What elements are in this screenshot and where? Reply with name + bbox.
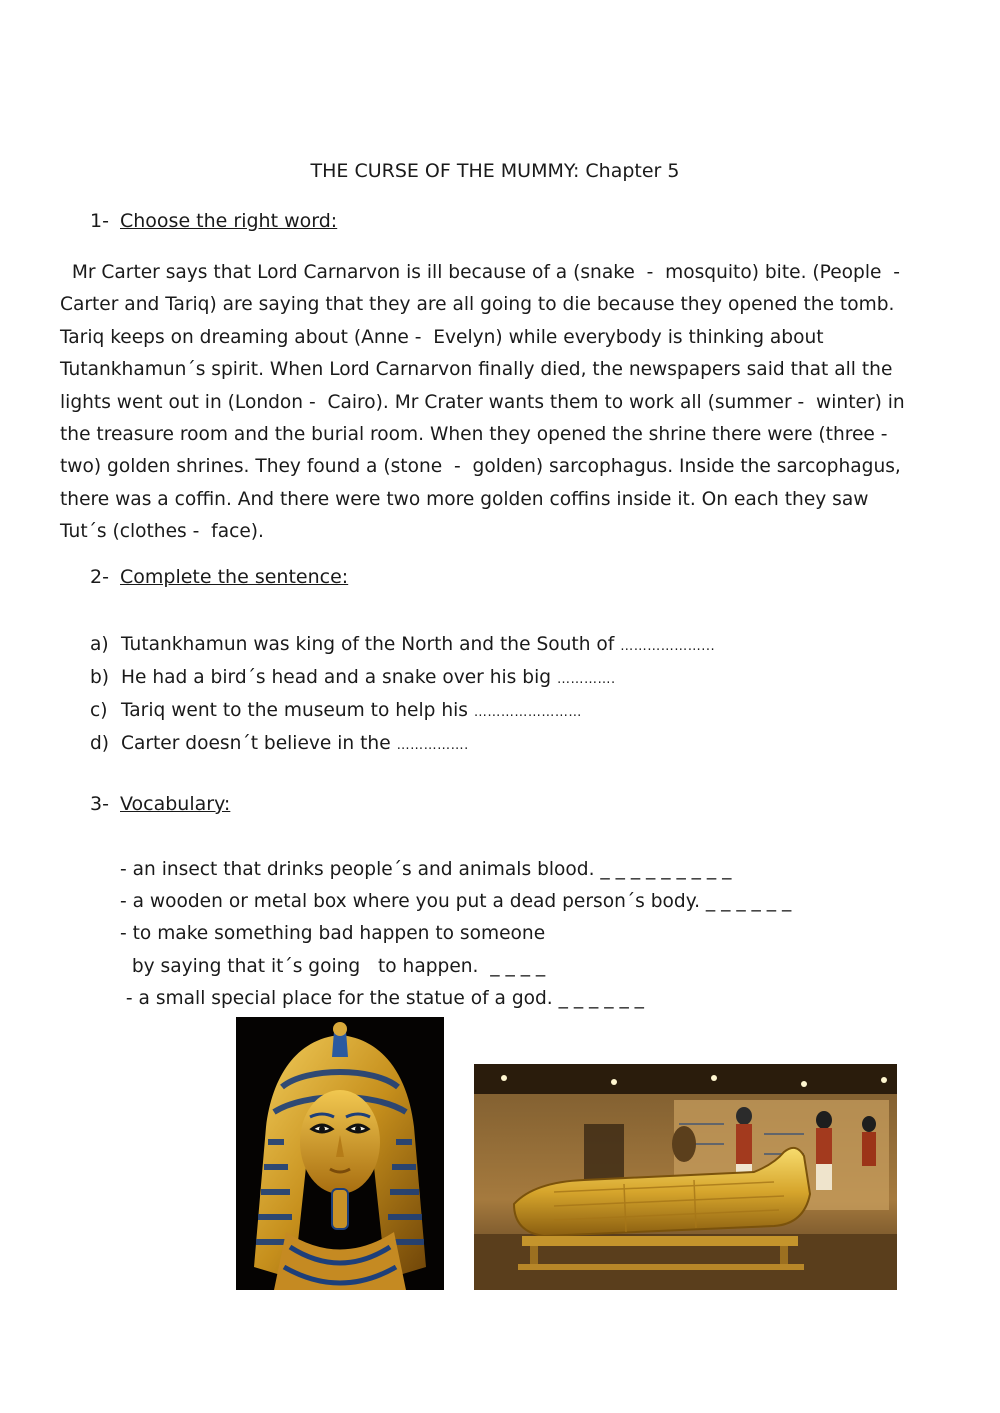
page-title: THE CURSE OF THE MUMMY: Chapter 5 bbox=[310, 160, 680, 182]
item-text: Carter doesn´t believe in the bbox=[121, 733, 397, 754]
section-3-heading bbox=[90, 793, 230, 815]
item-text: He had a bird´s head and a snake over his big bbox=[121, 667, 557, 688]
item-text: Tariq went to the museum to help his bbox=[121, 700, 474, 721]
answer-blank[interactable]: ……………. bbox=[396, 738, 469, 753]
vocab-item: by saying that it´s going to happen. _ _ _ _ bbox=[120, 956, 546, 977]
vocab-item: - an insect that drinks people´s and animals blood. _ _ _ _ _ _ _ _ _ bbox=[120, 859, 732, 880]
section-1-label: Choose the right word: bbox=[120, 210, 338, 232]
item-letter: c) bbox=[90, 700, 108, 721]
tutankhamun-mask-image bbox=[236, 1017, 444, 1290]
paragraph-line: Tariq keeps on dreaming about (Anne - Evelyn) while everybody is thinking about bbox=[60, 326, 824, 348]
answer-blank[interactable]: …………. bbox=[556, 672, 616, 687]
list-item bbox=[90, 694, 715, 727]
paragraph-line: Mr Carter says that Lord Carnarvon is ill because of a (snake - mosquito) bite. (People - bbox=[60, 262, 900, 283]
paragraph-line: lights went out in (London - Cairo). Mr Crater wants them to work all (summer - winter) in bbox=[60, 391, 905, 413]
section-3-number: 3- bbox=[90, 793, 109, 815]
complete-sentence-list bbox=[90, 628, 715, 760]
choose-word-paragraph bbox=[60, 257, 920, 549]
answer-blank[interactable]: ………………... bbox=[620, 639, 716, 654]
list-item bbox=[90, 661, 715, 694]
section-1-heading bbox=[90, 210, 337, 232]
item-letter: b) bbox=[90, 667, 110, 688]
vocab-item: - a wooden or metal box where you put a dead person´s body. _ _ _ _ _ _ bbox=[120, 891, 792, 912]
list-item bbox=[90, 628, 715, 661]
item-letter: d) bbox=[90, 733, 110, 754]
golden-mask-icon bbox=[236, 1017, 444, 1290]
section-2-label: Complete the sentence: bbox=[120, 566, 349, 588]
answer-blank[interactable]: …………………… bbox=[473, 705, 582, 720]
vocab-item: - a small special place for the statue of a god. _ _ _ _ _ _ bbox=[120, 988, 644, 1009]
sarcophagus-icon bbox=[474, 1064, 897, 1290]
paragraph-line: Tutankhamun´s spirit. When Lord Carnarvon finally died, the newspapers said that all the bbox=[60, 359, 893, 381]
list-item bbox=[90, 727, 715, 760]
paragraph-line: the treasure room and the burial room. When they opened the shrine there were (three - bbox=[60, 424, 888, 446]
section-2-number: 2- bbox=[90, 566, 109, 588]
item-text: Tutankhamun was king of the North and the South of bbox=[121, 634, 621, 655]
vocab-item: - to make something bad happen to someone bbox=[120, 923, 546, 944]
sarcophagus-tomb-image bbox=[474, 1064, 897, 1290]
section-3-label: Vocabulary: bbox=[120, 793, 231, 815]
paragraph-line: Tut´s (clothes - face). bbox=[60, 521, 264, 543]
paragraph-line: there was a coffin. And there were two more golden coffins inside it. On each they saw bbox=[60, 488, 869, 510]
paragraph-line: two) golden shrines. They found a (stone - golden) sarcophagus. Inside the sarcophagus, bbox=[60, 456, 901, 478]
section-1-number: 1- bbox=[90, 210, 109, 232]
paragraph-line: Carter and Tariq) are saying that they are all going to die because they opened the tomb. bbox=[60, 294, 895, 316]
item-letter: a) bbox=[90, 634, 109, 655]
section-2-heading bbox=[90, 566, 348, 588]
